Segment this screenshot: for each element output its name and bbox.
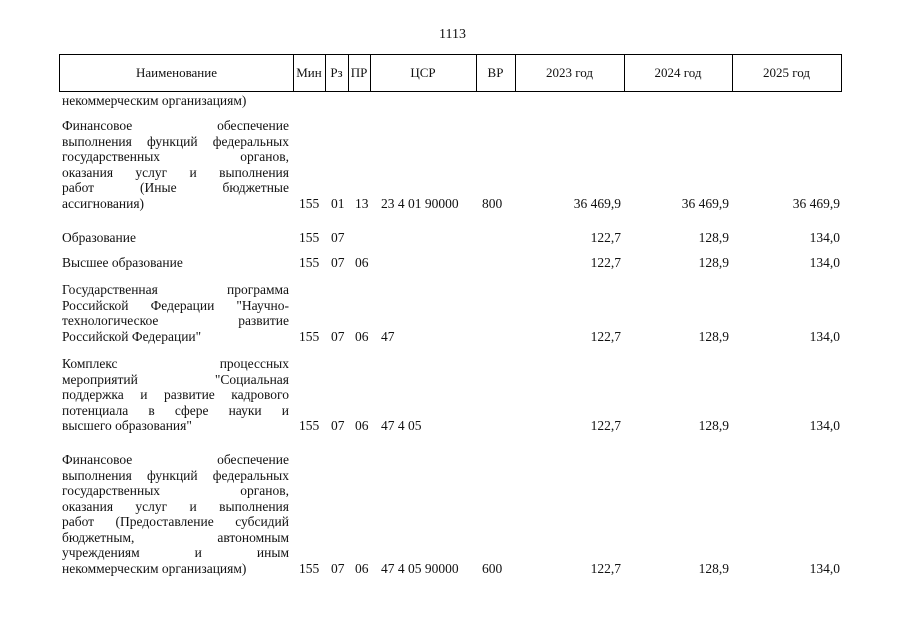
row-name-line: оказания услуг и выполнения — [62, 164, 289, 180]
row-name-line: работ (Иные бюджетные — [62, 180, 289, 195]
cell-2024: 128,9 — [698, 560, 729, 576]
table-header — [59, 54, 842, 92]
row-name-line: Российской Федерации "Научно- — [62, 297, 289, 313]
cell-2023: 122,7 — [590, 230, 621, 245]
page-number: 1113 — [439, 27, 466, 42]
cell-2023: 122,7 — [590, 255, 621, 270]
cell-2025: 36 469,9 — [792, 195, 840, 211]
cell-pr: 06 — [355, 255, 369, 270]
cell-2024: 128,9 — [698, 255, 729, 270]
row-name — [62, 230, 289, 246]
row-name-line: бюджетным, автономным — [62, 529, 289, 545]
cell-rz: 07 — [331, 560, 345, 576]
cell-rz: 07 — [331, 328, 345, 344]
cell-2024: 36 469,9 — [681, 195, 729, 211]
row-name — [62, 282, 289, 344]
row-name-line: выполнения функций федеральных — [62, 467, 289, 483]
row-name-line: Финансовое обеспечение — [62, 118, 289, 133]
header-2023: 2023 год — [515, 55, 625, 91]
cell-min: 155 — [299, 418, 320, 433]
cell-2024: 128,9 — [698, 328, 729, 344]
row-name-line: учреждениям и иным — [62, 545, 289, 560]
cell-rz: 07 — [331, 255, 345, 270]
cell-pr: 06 — [355, 560, 369, 576]
cell-min: 155 — [299, 328, 320, 344]
cell-pr: 06 — [355, 418, 369, 433]
cell-csr: 23 4 01 90000 — [381, 195, 459, 211]
cell-min: 155 — [299, 560, 320, 576]
row-name-line: ассигнования) — [62, 195, 145, 211]
cell-2023: 36 469,9 — [573, 195, 621, 211]
row-name-line: технологическое развитие — [62, 313, 289, 328]
cell-min: 155 — [299, 230, 320, 245]
cell-2025: 134,0 — [809, 255, 840, 270]
row-name-line: Высшее образование — [62, 255, 183, 270]
cell-rz: 07 — [331, 230, 345, 245]
cell-2024: 128,9 — [698, 230, 729, 245]
header-min: Мин — [293, 55, 326, 91]
row-name — [62, 452, 289, 576]
header-2025: 2025 год — [763, 65, 810, 80]
cell-vr: 800 — [482, 195, 503, 211]
row-name-line: Российской Федерации" — [62, 328, 202, 344]
row-name-line: Финансовое обеспечение — [62, 452, 289, 467]
cell-2025: 134,0 — [809, 230, 840, 245]
cell-csr: 47 — [381, 328, 395, 344]
cell-rz: 07 — [331, 418, 345, 433]
row-name-line: оказания услуг и выполнения — [62, 498, 289, 514]
row-name-line: государственных органов, — [62, 149, 289, 164]
carryover-text: некоммерческим организациям) — [62, 93, 247, 108]
header-rz: Рз — [325, 55, 349, 91]
row-name-line: Комплекс процессных — [62, 356, 289, 371]
row-name — [62, 118, 289, 211]
row-name-line: работ (Предоставление субсидий — [62, 514, 289, 529]
header-csr: ЦСР — [370, 55, 477, 91]
header-vr: ВР — [476, 55, 516, 91]
cell-2023: 122,7 — [590, 328, 621, 344]
header-2024: 2024 год — [624, 55, 733, 91]
header-name: Наименование — [60, 55, 294, 91]
cell-csr: 47 4 05 — [381, 418, 422, 433]
row-name-line: Образование — [62, 230, 136, 245]
cell-2023: 122,7 — [590, 418, 621, 433]
cell-2025: 134,0 — [809, 418, 840, 433]
cell-csr: 47 4 05 90000 — [381, 560, 459, 576]
row-name-line: потенциала в сфере науки и — [62, 402, 289, 418]
row-name-line: выполнения функций федеральных — [62, 133, 289, 149]
row-name-line: мероприятий "Социальная — [62, 371, 289, 387]
row-name-line: поддержка и развитие кадрового — [62, 387, 289, 402]
cell-pr: 13 — [355, 195, 369, 211]
row-name — [62, 356, 289, 434]
cell-vr: 600 — [482, 560, 503, 576]
cell-pr: 06 — [355, 328, 369, 344]
row-name-line: государственных органов, — [62, 483, 289, 498]
cell-2024: 128,9 — [698, 418, 729, 433]
cell-min: 155 — [299, 195, 320, 211]
cell-2025: 134,0 — [809, 560, 840, 576]
cell-rz: 01 — [331, 195, 345, 211]
cell-min: 155 — [299, 255, 320, 270]
header-pr: ПР — [348, 55, 371, 91]
row-name-line: Государственная программа — [62, 282, 289, 297]
row-name-line: высшего образования" — [62, 418, 192, 433]
cell-2025: 134,0 — [809, 328, 840, 344]
cell-2023: 122,7 — [590, 560, 621, 576]
row-name — [62, 255, 289, 271]
row-name-line: некоммерческим организациям) — [62, 560, 247, 576]
